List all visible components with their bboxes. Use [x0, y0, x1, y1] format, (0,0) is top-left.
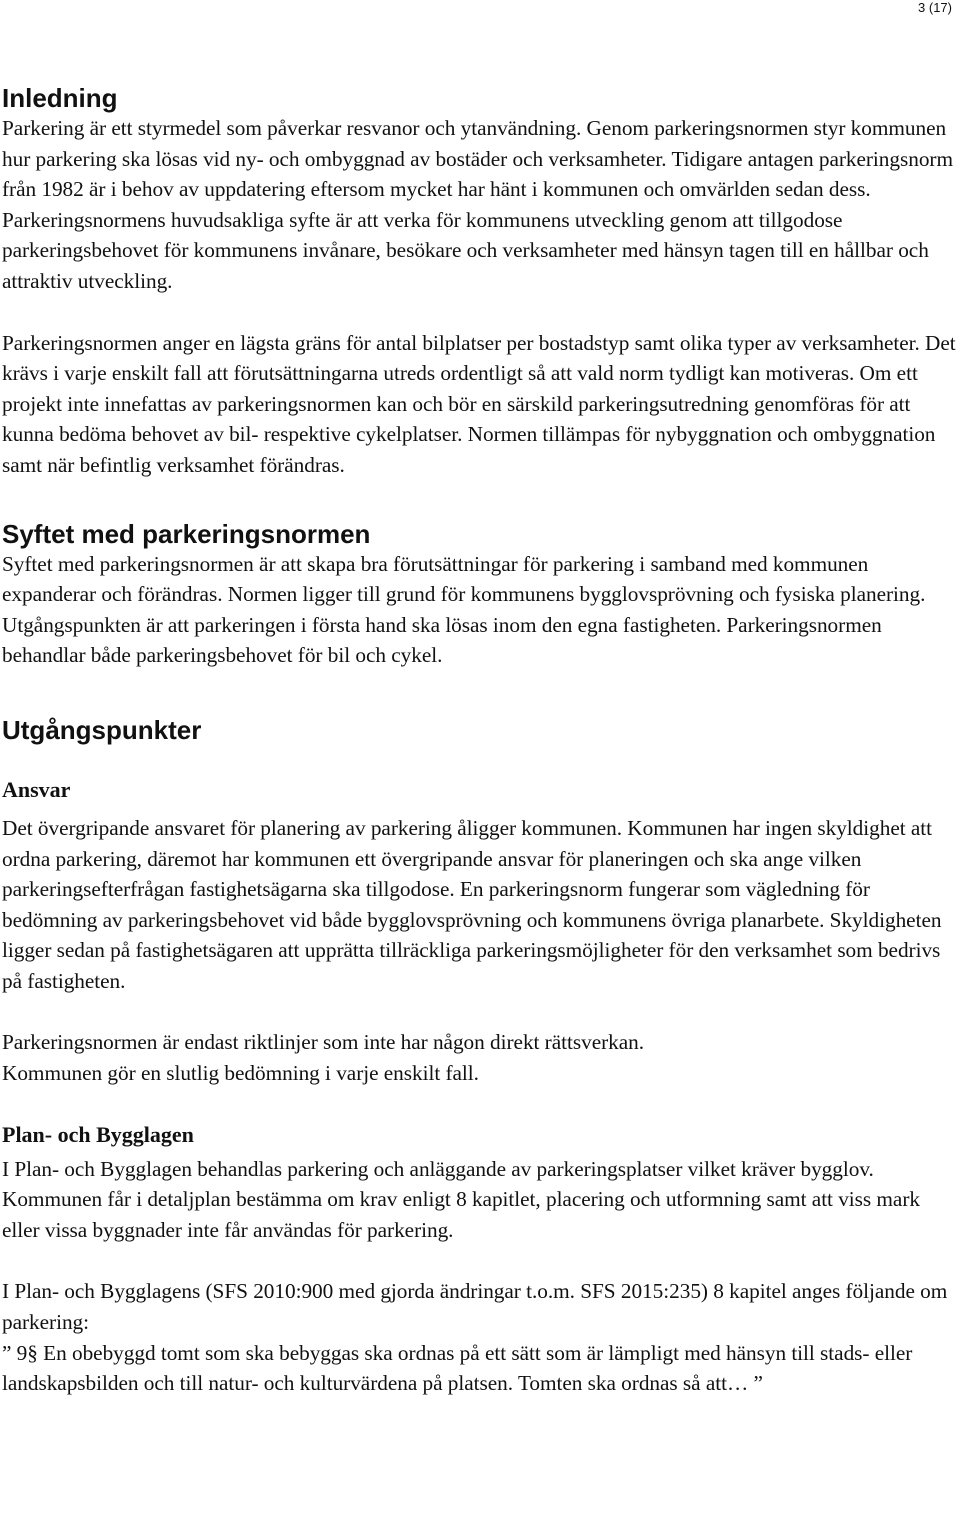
paragraph-syftet-1: Syftet med parkeringsnormen är att skapa bra förutsättningar för parkering i samband med kommunen expanderar och förändras. Normen ligger till grund för kommunens bygglovsprövning och fysiska planering. Utgångspunkten är att parkeringen i första hand ska lösas inom den egna fastigheten. Parkeringsnormen behandlar både parkeringsbehovet för bil och cykel. [2, 551, 926, 668]
paragraph-ansvar-1: Det övergripande ansvaret för planering av parkering åligger kommunen. Kommunen har ingen skyldighet att ordna parkering, däremot har kommunen ett övergripande ansvar för planeringen och ska ange vilken parkeringsefterfrågan fastighetsägarna ska tillgodose. En parkeringsnorm fungerar som vägledning för bedömning av parkeringsbehovet vid både bygglovsprövning och kommunens övriga planarbete. Skyldigheten ligger sedan på fastighetsägaren att upprätta tillräckliga parkeringsmöjligheter för den verksamhet som bedrivs på fastigheten. [2, 815, 942, 993]
subheading-plan-och-bygglagen: Plan- och Bygglagen [2, 1121, 194, 1147]
section-inledning [2, 83, 960, 481]
quote-pbl-9-paragraph: ” 9§ En obebyggd tomt som ska bebyggas ska ordnas på ett sätt som är lämpligt med hänsyn till stads- eller landskapsbilden och till natur- och kulturvärdena på platsen. Tomten ska ordnas så att… ” [2, 1340, 913, 1396]
heading-syftet: Syftet med parkeringsnormen [2, 518, 371, 549]
heading-inledning: Inledning [2, 83, 118, 113]
heading-utgangspunkter: Utgångspunkter [2, 714, 202, 745]
paragraph-pbl-2: I Plan- och Bygglagens (SFS 2010:900 med gjorda ändringar t.o.m. SFS 2015:235) 8 kapitel anges följande om parkering: [2, 1279, 948, 1335]
ansvar-line-1: Parkeringsnormen är endast riktlinjer som inte har någon direkt rättsverkan. [2, 1030, 645, 1055]
paragraph-inledning-2: Parkeringsnormen anger en lägsta gräns för antal bilplatser per bostadstyp samt olika typer av verksamheter. Det krävs i varje enskilt fall att förutsättningarna utreds ordentligt så att vald norm tydligt kan motiveras. Om ett projekt inte innefattas av parkeringsnormen kan och bör en särskild parkeringsutredning genomföras för att kunna bedöma behovet av bil- respektive cykelplatser. Normen tillämpas för nybyggnation och ombyggnation samt när befintlig verksamhet förändras. [2, 330, 956, 477]
document-body [2, 83, 960, 1399]
ansvar-line-2: Kommunen gör en slutlig bedömning i varje enskilt fall. [2, 1061, 479, 1086]
paragraph-pbl-1: I Plan- och Bygglagen behandlas parkering och anläggande av parkeringsplatser vilket kräver bygglov. Kommunen får i detaljplan bestämma om krav enligt 8 kapitlet, placering och utformning samt att viss mark eller vissa byggnader inte får användas för parkering. [2, 1156, 920, 1242]
paragraph-inledning-1: Parkering är ett styrmedel som påverkar resvanor och ytanvändning. Genom parkeringsnormen styr kommunen hur parkering ska lösas vid ny- och ombyggnad av bostäder och verksamheter. Tidigare antagen parkeringsnorm från 1982 är i behov av uppdatering eftersom mycket har hänt i kommunen och omvärlden sedan dess. Parkeringsnormens huvudsakliga syfte är att verka för kommunens utveckling genom att tillgodose parkeringsbehovet för kommunens invånare, besökare och verksamheter med hänsyn tagen till en hållbar och attraktiv utveckling. [2, 116, 953, 293]
page-number: 3 (17) [918, 0, 952, 15]
paragraph-ansvar-2 [2, 1027, 960, 1088]
section-syftet [2, 519, 960, 671]
section-utgangspunkter [2, 715, 960, 1399]
subheading-ansvar: Ansvar [2, 776, 71, 802]
